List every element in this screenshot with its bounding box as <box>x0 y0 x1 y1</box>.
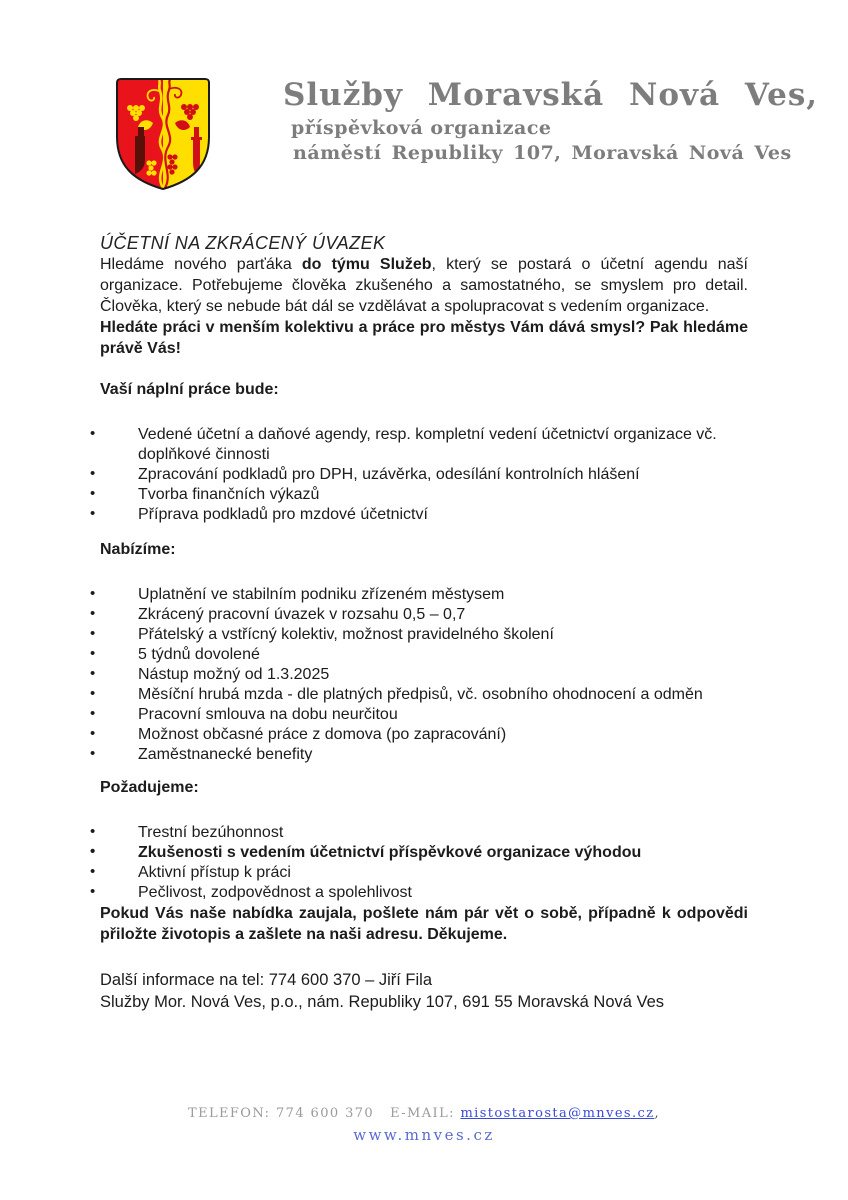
closing-paragraph: Pokud Vás naše nabídka zaujala, pošlete nám pár vět o sobě, případně k odpovědi přiložte životopis a zašlete na naši adresu. Děkujeme. <box>100 905 748 943</box>
contact-phone-line: Další informace na tel: 774 600 370 – Jiří Fila <box>100 971 433 989</box>
intro-text-pre: Hledáme nového parťáka <box>100 256 302 273</box>
list-item: • Možnost občasné práce z domova (po zapracování) <box>138 725 748 745</box>
list-item: • Měsíční hrubá mzda - dle platných předpisů, vč. osobního ohodnocení a odměn <box>138 685 748 705</box>
section-heading-duties: Vaší náplní práce bude: <box>100 381 279 398</box>
list-item: • Zkrácený pracovní úvazek v rozsahu 0,5 – 0,7 <box>138 605 748 625</box>
footer-contact-line <box>0 1106 848 1121</box>
list-item: • Pracovní smlouva na dobu neurčitou <box>138 705 748 725</box>
list-item: • Nástup možný od 1.3.2025 <box>138 665 748 685</box>
footer-phone-label: TELEFON: <box>188 1106 271 1121</box>
intro-paragraph <box>100 254 748 317</box>
intro-text-bold: do týmu Služeb <box>301 256 432 273</box>
org-name: Služby Moravská Nová Ves, <box>283 77 819 113</box>
requirements-list <box>100 823 748 903</box>
list-item: • Přátelský a vstřícný kolektiv, možnost pravidelného školení <box>138 625 748 645</box>
footer-email-link[interactable]: mistostarosta@mnves.cz <box>460 1106 655 1121</box>
org-type: příspěvková organizace <box>291 117 552 139</box>
intro-text-post: , který se postará o účetní agendu naší organizace. Potřebujeme člověka zkušeného a samostatného, se smyslem pro detail. Člověka, který se nebude bát dál se vzdělávat a spolupracovat s vedením organizace. <box>100 256 748 315</box>
list-item: • Zaměstnanecké benefity <box>138 745 748 765</box>
offer-list <box>100 585 748 765</box>
list-item: • Vedené účetní a daňové agendy, resp. kompletní vedení účetnictví organizace vč. doplňkové činnosti <box>138 425 748 465</box>
footer-email-label: E-MAIL: <box>390 1106 455 1121</box>
list-item-emphasized: • Zkušenosti s vedením účetnictví příspěvkové organizace výhodou <box>138 843 748 863</box>
footer-phone-number: 774 600 370 <box>276 1106 375 1121</box>
list-item: • Trestní bezúhonnost <box>138 823 748 843</box>
list-item: • Uplatnění ve stabilním podniku zřízeném městysem <box>138 585 748 605</box>
list-item: • Aktivní přístup k práci <box>138 863 748 883</box>
contact-block <box>100 969 748 1013</box>
section-heading-offer: Nabízíme: <box>100 541 176 558</box>
contact-address-line: Služby Mor. Nová Ves, p.o., nám. Republiky 107, 691 55 Moravská Nová Ves <box>100 993 665 1011</box>
footer-comma: , <box>654 1106 660 1121</box>
list-item: • Zpracování podkladů pro DPH, uzávěrka, odesílání kontrolních hlášení <box>138 465 748 485</box>
coat-of-arms <box>113 75 213 193</box>
footer-website-link[interactable]: www.mnves.cz <box>353 1126 495 1144</box>
letterhead <box>100 75 819 193</box>
duties-list <box>100 425 748 525</box>
list-item: • 5 týdnů dovolené <box>138 645 748 665</box>
letterhead-text <box>283 77 818 166</box>
list-item: • Tvorba finančních výkazů <box>138 485 748 505</box>
list-item: • Příprava podkladů pro mzdové účetnictví <box>138 505 748 525</box>
org-address: náměstí Republiky 107, Moravská Nová Ves <box>293 142 792 164</box>
list-item: • Pečlivost, zodpovědnost a spolehlivost <box>138 883 748 903</box>
section-heading-requirements: Požadujeme: <box>100 779 199 796</box>
page-footer <box>0 1106 848 1144</box>
job-title: ÚČETNÍ NA ZKRÁCENÝ ÚVAZEK <box>100 233 386 253</box>
pitch-paragraph: Hledáte práci v menším kolektivu a práce pro městys Vám dává smysl? Pak hledáme právě Vás! <box>100 319 748 357</box>
